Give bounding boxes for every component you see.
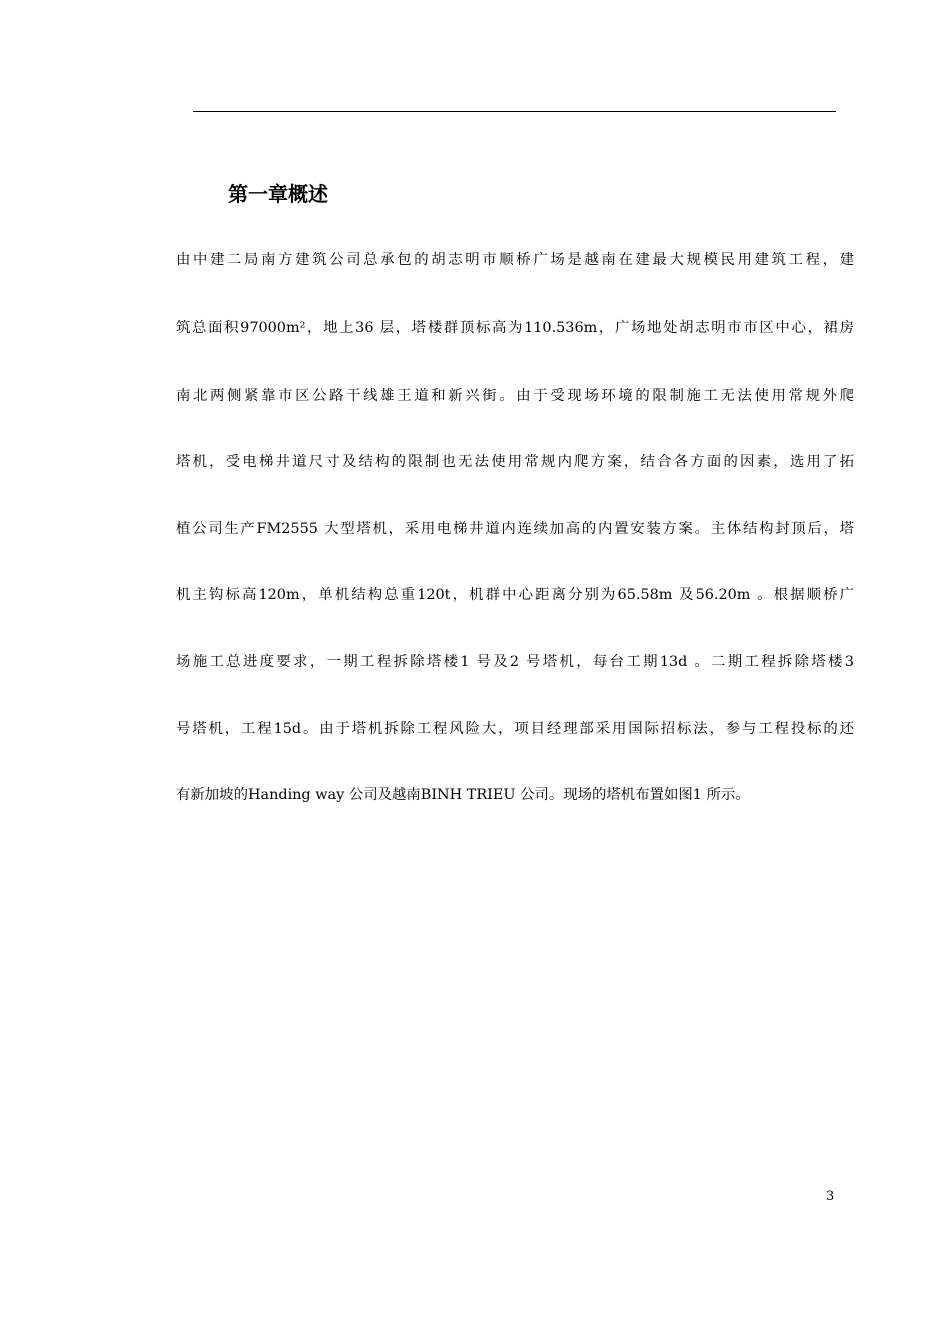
paragraph-line: 由中建二局南方建筑公司总承包的胡志明市顺桥广场是越南在建最大规模民用建筑工程，建 <box>176 252 854 268</box>
paragraph-line: 场施工总进度要求，一期工程拆除塔楼1 号及2 号塔机，每台工期13d 。二期工程拆除塔楼3 <box>176 654 854 670</box>
paragraph-line: 机主钩标高120m，单机结构总重120t，机群中心距离分别为65.58m 及56.20m 。根据顺桥广 <box>176 587 854 603</box>
header-rule <box>193 111 836 112</box>
paragraph-line: 有新加坡的Handing way 公司及越南BINH TRIEU 公司。现场的塔机布置如图1 所示。 <box>176 787 750 803</box>
paragraph-line: 植公司生产FM2555 大型塔机，采用电梯井道内连续加高的内置安装方案。主体结构封顶后，塔 <box>176 521 854 537</box>
paragraph-line: 南北两侧紧靠市区公路干线雄王道和新兴街。由于受现场环境的限制施工无法使用常规外爬 <box>176 388 854 404</box>
paragraph-line: 号塔机，工程15d。由于塔机拆除工程风险大，项目经理部采用国际招标法，参与工程投标的还 <box>176 721 854 737</box>
paragraph-line: 筑总面积97000m²，地上36 层，塔楼群顶标高为110.536m，广场地处胡志明市市区中心，裙房 <box>176 320 854 336</box>
chapter-title: 第一章概述 <box>228 182 328 206</box>
page-number: 3 <box>826 1189 835 1204</box>
paragraph-line: 塔机，受电梯井道尺寸及结构的限制也无法使用常规内爬方案，结合各方面的因素，选用了拓 <box>176 454 854 470</box>
